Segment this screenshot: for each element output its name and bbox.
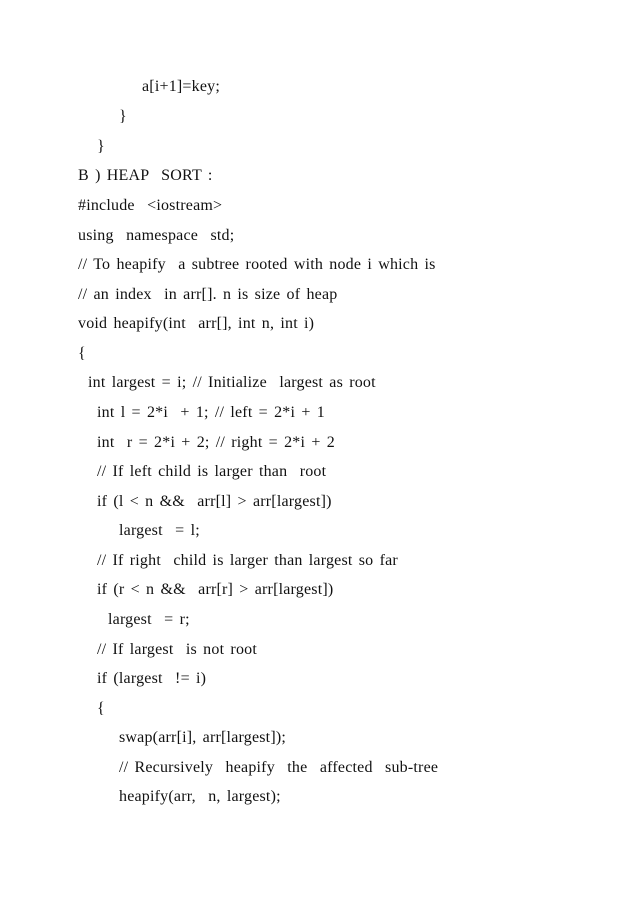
code-line: heapify(arr, n, largest); xyxy=(119,788,281,805)
code-comment: // an index in arr[]. n is size of heap xyxy=(78,286,338,303)
code-line: largest = r; xyxy=(108,611,190,628)
code-line: #include <iostream> xyxy=(78,197,223,214)
code-line: } xyxy=(119,108,127,125)
code-line: { xyxy=(78,345,86,362)
code-line: int r = 2*i + 2; // right = 2*i + 2 xyxy=(97,434,335,451)
code-line: swap(arr[i], arr[largest]); xyxy=(119,729,287,746)
code-comment: // If largest is not root xyxy=(97,641,257,658)
code-comment: // If left child is larger than root xyxy=(97,463,327,480)
code-comment: // Recursively heapify the affected sub-tree xyxy=(119,759,439,776)
code-line: if (largest != i) xyxy=(97,670,207,687)
code-line: int l = 2*i + 1; // left = 2*i + 1 xyxy=(97,404,325,421)
code-comment: // To heapify a subtree rooted with node i which is xyxy=(78,256,436,273)
code-line: largest = l; xyxy=(119,522,200,539)
code-line: } xyxy=(97,138,105,155)
section-heading: B ) HEAP SORT : xyxy=(78,167,213,184)
code-line: int largest = i; // Initialize largest as root xyxy=(88,374,376,391)
code-comment: // If right child is larger than largest so far xyxy=(97,552,398,569)
code-line: void heapify(int arr[], int n, int i) xyxy=(78,315,315,332)
code-line: a[i+1]=key; xyxy=(142,78,220,95)
code-line: using namespace std; xyxy=(78,227,235,244)
code-line: { xyxy=(97,700,105,717)
code-line: if (r < n && arr[r] > arr[largest]) xyxy=(97,581,334,598)
code-line: if (l < n && arr[l] > arr[largest]) xyxy=(97,493,332,510)
